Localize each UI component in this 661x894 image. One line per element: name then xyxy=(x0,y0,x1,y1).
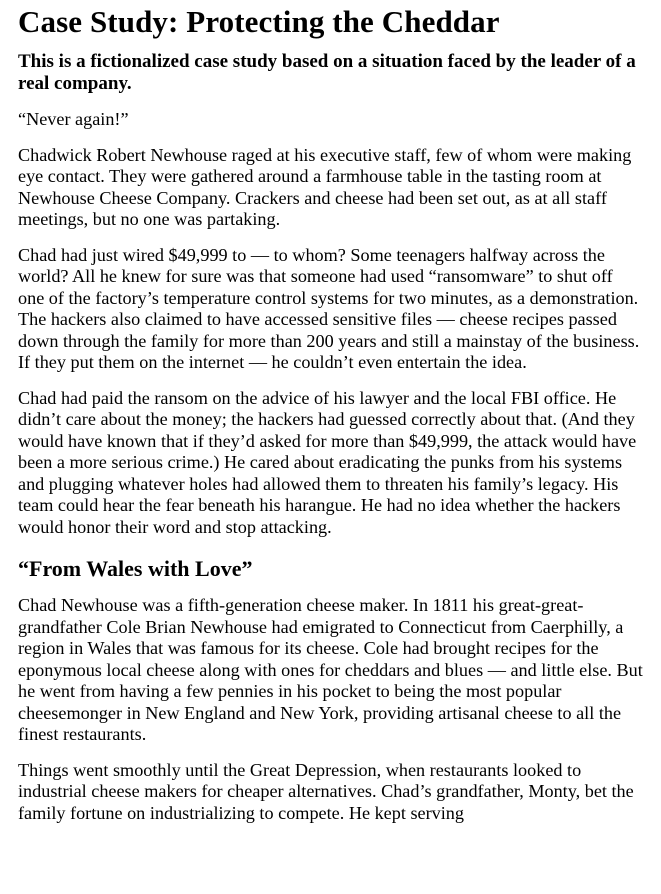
paragraph: Chadwick Robert Newhouse raged at his executive staff, few of whom were making eye contact. They were gathered around a farmhouse table in the tasting room at Newhouse Cheese Company. Crackers and cheese had been set out, as at all staff meetings, but no one was partaking. xyxy=(18,144,632,229)
paragraph: Chad had paid the ransom on the advice of his lawyer and the local FBI office. He didn’t care about the money; the hackers had guessed correctly about that. (And they would have known that if they’d asked for more than $49,999, the attack would have been a more serious crime.) He cared about eradicating the punks from his systems and plugging whatever holes had allowed them to threaten his family’s legacy. His team could hear the fear beneath his harangue. He had no idea whether the hackers would honor their word and stop attacking. xyxy=(18,387,637,537)
paragraph: Things went smoothly until the Great Depression, when restaurants looked to industrial cheese makers for cheaper alternatives. Chad’s grandfather, Monty, bet the family fortune on industrializing to compete. He kept serving xyxy=(18,759,634,823)
section-heading: “From Wales with Love” xyxy=(18,556,253,581)
paragraph-quote: “Never again!” xyxy=(18,109,129,129)
article-subtitle: This is a fictionalized case study based on a situation faced by the leader of a real company. xyxy=(18,51,636,94)
paragraph: Chad had just wired $49,999 to — to whom? Some teenagers halfway across the world? All he knew for sure was that someone had used “ransomware” to shut off one of the factory’s temperature control systems for two minutes, as a demonstration. The hackers also claimed to have accessed sensitive files — cheese recipes passed down through the family for more than 200 years and still a mainstay of the business. If they put them on the internet — he couldn’t even entertain the idea. xyxy=(18,244,640,372)
article xyxy=(0,4,661,824)
article-title: Case Study: Protecting the Cheddar xyxy=(18,4,500,39)
paragraph: Chad Newhouse was a fifth-generation cheese maker. In 1811 his great-great-grandfather Cole Brian Newhouse had emigrated to Connecticut from Caerphilly, a region in Wales that was famous for its cheese. Cole had brought recipes for the eponymous local cheese along with ones for cheddars and blues — and little else. But he went from having a few pennies in his pocket to being the most popular cheesemonger in New England and New York, providing artisanal cheese to all the finest restaurants. xyxy=(18,595,643,744)
